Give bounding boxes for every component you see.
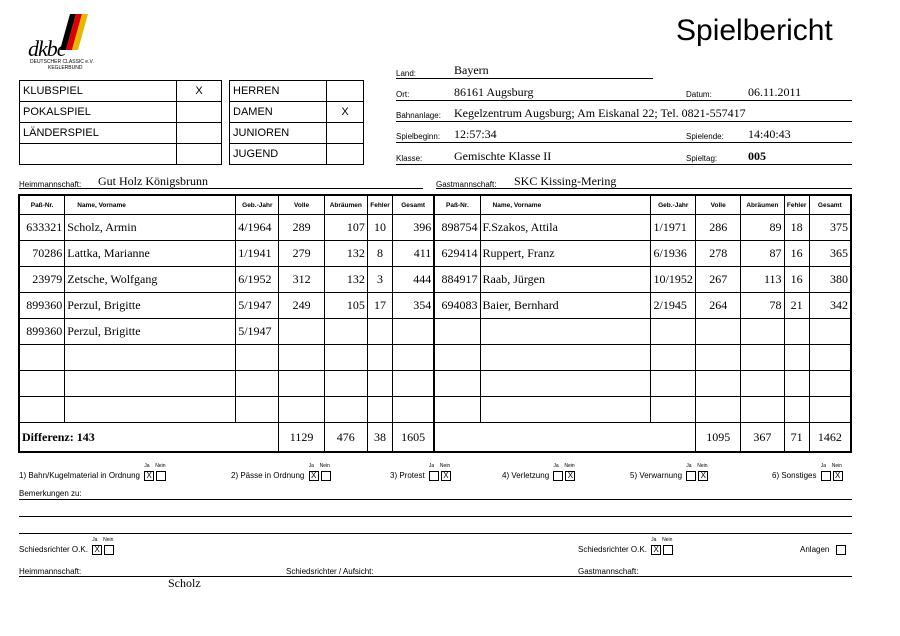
ja-label: Ja	[428, 463, 435, 470]
match-type-mark[interactable]	[327, 144, 364, 165]
attachments	[800, 545, 846, 555]
home-fehler-cell	[367, 397, 392, 423]
home-abr-cell: 107	[324, 215, 367, 241]
home-volle-cell	[279, 371, 324, 397]
ort-value: 86161 Augsburg	[454, 85, 534, 99]
guest-geb-cell	[651, 319, 696, 345]
col-header: Volle	[279, 195, 324, 215]
match-type-mark[interactable]	[177, 123, 222, 144]
guest-abr-cell: 113	[741, 267, 784, 293]
nein-label: Nein	[662, 537, 673, 544]
guest-volle-cell: 278	[696, 241, 741, 267]
col-header: Gesamt	[393, 195, 435, 215]
col-header: Geb.-Jahr	[651, 195, 696, 215]
home-volle-cell	[279, 319, 324, 345]
totals-row	[19, 423, 851, 453]
criterion-5	[630, 463, 708, 481]
nein-label: Nein	[831, 463, 842, 470]
home-abr-cell	[324, 397, 367, 423]
guest-abr-cell: 89	[741, 215, 784, 241]
home-geb-cell: 5/1947	[236, 319, 279, 345]
guest-geb-cell: 2/1945	[651, 293, 696, 319]
guest-fehler-cell: 16	[784, 267, 809, 293]
home-ges-cell: 444	[393, 267, 435, 293]
remarks-label: Bemerkungen zu:	[19, 489, 82, 498]
land-value: Bayern	[454, 63, 489, 77]
criterion-label: 4) Verletzung	[502, 471, 550, 481]
guest-geb-cell: 1/1971	[651, 215, 696, 241]
home-name-cell: Perzul, Brigitte	[65, 293, 236, 319]
remarks-line-3[interactable]	[19, 533, 852, 534]
home-total-abr: 476	[324, 423, 367, 453]
guest-geb-cell: 6/1936	[651, 241, 696, 267]
match-type-label: JUNIOREN	[230, 123, 327, 144]
criterion-label: 6) Sonstiges	[772, 471, 817, 481]
home-ges-cell	[393, 345, 435, 371]
home-abr-cell	[324, 371, 367, 397]
criterion-label: 1) Bahn/Kugelmaterial in Ordnung	[19, 471, 140, 481]
match-type-label: LÄNDERSPIEL	[20, 123, 177, 144]
guest-pass-cell: 884917	[434, 267, 480, 293]
home-fehler-cell: 17	[367, 293, 392, 319]
guest-total-volle: 1095	[696, 423, 741, 453]
criterion-6	[772, 463, 843, 481]
guest-fehler-cell: 16	[784, 241, 809, 267]
guest-name-cell	[480, 345, 651, 371]
home-ges-cell	[393, 397, 435, 423]
guest-total-fehler: 71	[784, 423, 809, 453]
home-abr-cell	[324, 345, 367, 371]
referee-ok-label: Schiedsrichter O.K.	[578, 545, 647, 555]
guest-name-cell: F.Szakos, Attila	[480, 215, 651, 241]
logo-line2: KEGLERBUND	[48, 65, 83, 71]
datum-label: Datum:	[686, 90, 712, 99]
criterion-label: 2) Pässe in Ordnung	[231, 471, 305, 481]
guest-name-cell	[480, 319, 651, 345]
guest-ges-cell: 365	[809, 241, 851, 267]
nein-checkbox[interactable]	[104, 545, 114, 555]
sig-home-label: Heimmannschaft:	[19, 567, 82, 576]
guest-pass-cell: 898754	[434, 215, 480, 241]
guest-geb-cell	[651, 397, 696, 423]
spieltag-label: Spieltag:	[686, 154, 718, 163]
ja-label: Ja	[308, 463, 314, 470]
home-total-fehler: 38	[367, 423, 392, 453]
home-volle-cell	[279, 397, 324, 423]
match-type-mark[interactable]	[177, 144, 222, 165]
guest-total-abr: 367	[741, 423, 784, 453]
match-type-mark[interactable]	[327, 123, 364, 144]
guest-volle-cell	[696, 319, 741, 345]
bahn-value: Kegelzentrum Augsburg; Am Eiskanal 22; Tel. 0821-557417	[454, 106, 746, 120]
col-header: Abräumen	[741, 195, 784, 215]
criterion-4	[502, 463, 575, 481]
ort-label: Ort:	[396, 90, 410, 99]
criterion-1	[19, 463, 166, 481]
home-pass-cell: 633321	[19, 215, 65, 241]
home-volle-cell	[279, 345, 324, 371]
attachments-checkbox[interactable]	[836, 545, 846, 555]
guest-team-value: SKC Kissing-Mering	[514, 174, 617, 188]
home-abr-cell	[324, 319, 367, 345]
col-header: Gesamt	[809, 195, 851, 215]
guest-geb-cell	[651, 371, 696, 397]
home-fehler-cell	[367, 345, 392, 371]
guest-pass-cell	[434, 319, 480, 345]
home-fehler-cell: 10	[367, 215, 392, 241]
guest-pass-cell	[434, 397, 480, 423]
home-volle-cell: 279	[279, 241, 324, 267]
guest-geb-cell: 10/1952	[651, 267, 696, 293]
page-title: Spielbericht	[676, 14, 833, 47]
col-header: Name, Vorname	[65, 195, 236, 215]
home-pass-cell	[19, 371, 65, 397]
home-name-cell	[65, 371, 236, 397]
home-name-cell: Scholz, Armin	[65, 215, 236, 241]
nein-label: Nein	[155, 463, 166, 470]
guest-abr-cell	[741, 319, 784, 345]
beginn-value: 12:57:34	[454, 127, 497, 141]
guest-abr-cell: 78	[741, 293, 784, 319]
col-header: Abräumen	[324, 195, 367, 215]
home-geb-cell: 5/1947	[236, 293, 279, 319]
home-abr-cell: 132	[324, 267, 367, 293]
ja-checkbox[interactable]: X	[92, 545, 102, 555]
guest-total-spacer	[434, 423, 695, 453]
home-team-label: Heimmannschaft:	[19, 180, 82, 189]
home-geb-cell: 6/1952	[236, 267, 279, 293]
ja-label: Ja	[553, 463, 559, 470]
guest-fehler-cell	[784, 319, 809, 345]
guest-pass-cell	[434, 345, 480, 371]
ja-label: Ja	[820, 463, 826, 470]
guest-volle-cell: 286	[696, 215, 741, 241]
col-header: Volle	[696, 195, 741, 215]
guest-name-cell: Baier, Bernhard	[480, 293, 651, 319]
ende-value: 14:40:43	[748, 127, 791, 141]
match-type-mark[interactable]: X	[327, 102, 364, 123]
match-type-table-left	[19, 80, 222, 165]
dkbc-logo	[22, 12, 117, 72]
nein-checkbox[interactable]: X	[698, 471, 708, 481]
col-header: Fehler	[367, 195, 392, 215]
home-ges-cell: 354	[393, 293, 435, 319]
ja-checkbox[interactable]: X	[651, 545, 661, 555]
guest-volle-cell: 264	[696, 293, 741, 319]
home-name-cell: Perzul, Brigitte	[65, 319, 236, 345]
logo-mark: dkbc	[28, 36, 66, 61]
remarks-line-2[interactable]	[19, 516, 852, 517]
guest-fehler-cell: 18	[784, 215, 809, 241]
guest-abr-cell	[741, 371, 784, 397]
score-table	[18, 194, 852, 453]
home-pass-cell: 70286	[19, 241, 65, 267]
referee-ok-left	[19, 537, 114, 555]
referee-ok-label: Schiedsrichter O.K.	[19, 545, 88, 555]
home-name-cell: Lattka, Marianne	[65, 241, 236, 267]
home-pass-cell: 899360	[19, 319, 65, 345]
home-name-cell	[65, 345, 236, 371]
match-type-label: KLUBSPIEL	[20, 81, 177, 102]
guest-fehler-cell	[784, 345, 809, 371]
guest-pass-cell: 629414	[434, 241, 480, 267]
criterion-label: 5) Verwarnung	[630, 471, 683, 481]
criterion-3	[390, 463, 451, 481]
guest-ges-cell	[809, 345, 851, 371]
ja-checkbox[interactable]	[821, 471, 831, 481]
ja-checkbox[interactable]: X	[309, 471, 319, 481]
home-ges-cell	[393, 371, 435, 397]
guest-ges-cell	[809, 371, 851, 397]
guest-abr-cell: 87	[741, 241, 784, 267]
home-geb-cell: 4/1964	[236, 215, 279, 241]
home-fehler-cell	[367, 371, 392, 397]
referee-ok-right	[578, 537, 673, 555]
home-abr-cell: 132	[324, 241, 367, 267]
home-abr-cell: 105	[324, 293, 367, 319]
ja-label: Ja	[651, 537, 657, 544]
home-ges-cell: 411	[393, 241, 435, 267]
guest-name-cell	[480, 371, 651, 397]
bahn-label: Bahnanlage:	[396, 111, 441, 120]
criterion-label: 3) Protest	[390, 471, 425, 481]
guest-volle-cell	[696, 371, 741, 397]
guest-pass-cell	[434, 371, 480, 397]
match-type-label	[20, 144, 177, 165]
col-header: Name, Vorname	[480, 195, 651, 215]
home-ges-cell	[393, 319, 435, 345]
home-team-value: Gut Holz Königsbrunn	[98, 174, 208, 188]
home-fehler-cell: 3	[367, 267, 392, 293]
home-pass-cell	[19, 397, 65, 423]
difference-label: Differenz: 143	[19, 423, 279, 453]
datum-value: 06.11.2011	[748, 85, 802, 99]
klasse-label: Klasse:	[396, 154, 423, 163]
table-row	[19, 345, 851, 371]
match-type-mark[interactable]: X	[177, 81, 222, 102]
ende-label: Spielende:	[686, 132, 724, 141]
guest-name-cell: Raab, Jürgen	[480, 267, 651, 293]
match-type-table-right	[229, 80, 364, 165]
nein-checkbox[interactable]: X	[565, 471, 575, 481]
nein-label: Nein	[439, 463, 451, 470]
nein-label: Nein	[319, 463, 330, 470]
nein-checkbox[interactable]: X	[441, 471, 451, 481]
sig-referee-label: Schiedsrichter / Aufsicht:	[286, 567, 374, 576]
ja-checkbox[interactable]: X	[144, 471, 154, 481]
home-pass-cell	[19, 345, 65, 371]
home-fehler-cell	[367, 319, 392, 345]
ja-checkbox[interactable]	[429, 471, 439, 481]
guest-ges-cell: 342	[809, 293, 851, 319]
home-name-cell: Zetsche, Wolfgang	[65, 267, 236, 293]
guest-abr-cell	[741, 397, 784, 423]
ja-checkbox[interactable]	[686, 471, 696, 481]
home-volle-cell: 289	[279, 215, 324, 241]
nein-checkbox[interactable]	[663, 545, 673, 555]
col-header: Paß-Nr.	[19, 195, 65, 215]
home-pass-cell: 899360	[19, 293, 65, 319]
attachments-label: Anlagen	[800, 545, 830, 555]
table-row	[19, 267, 851, 293]
nein-checkbox[interactable]: X	[833, 471, 843, 481]
guest-team-label: Gastmannschaft:	[436, 180, 497, 189]
guest-ges-cell	[809, 319, 851, 345]
guest-fehler-cell: 21	[784, 293, 809, 319]
col-header: Paß-Nr.	[434, 195, 480, 215]
guest-volle-cell: 267	[696, 267, 741, 293]
match-type-label: JUGEND	[230, 144, 327, 165]
guest-volle-cell	[696, 397, 741, 423]
home-volle-cell: 249	[279, 293, 324, 319]
spieltag-value: 005	[748, 149, 766, 163]
ja-label: Ja	[92, 537, 98, 544]
match-type-label: POKALSPIEL	[20, 102, 177, 123]
home-ges-cell: 396	[393, 215, 435, 241]
nein-checkbox[interactable]	[156, 471, 166, 481]
table-row	[19, 241, 851, 267]
table-row	[19, 371, 851, 397]
guest-geb-cell	[651, 345, 696, 371]
criterion-2	[231, 463, 331, 481]
table-header-row	[19, 195, 851, 215]
nein-checkbox[interactable]	[321, 471, 331, 481]
home-pass-cell: 23979	[19, 267, 65, 293]
guest-volle-cell	[696, 345, 741, 371]
home-fehler-cell: 8	[367, 241, 392, 267]
table-row	[19, 293, 851, 319]
col-header: Geb.-Jahr	[236, 195, 279, 215]
guest-name-cell	[480, 397, 651, 423]
home-total-gesamt: 1605	[393, 423, 435, 453]
guest-ges-cell: 375	[809, 215, 851, 241]
nein-label: Nein	[697, 463, 708, 470]
guest-pass-cell: 694083	[434, 293, 480, 319]
home-geb-cell	[236, 397, 279, 423]
home-total-volle: 1129	[279, 423, 324, 453]
match-type-label: HERREN	[230, 81, 327, 102]
home-name-cell	[65, 397, 236, 423]
guest-total-gesamt: 1462	[809, 423, 851, 453]
land-label: Land:	[396, 69, 417, 78]
ja-label: Ja	[144, 463, 150, 470]
sig-guest-label: Gastmannschaft:	[578, 567, 639, 576]
klasse-value: Gemischte Klasse II	[454, 149, 552, 163]
home-signature: Scholz	[168, 576, 201, 590]
guest-ges-cell	[809, 397, 851, 423]
home-geb-cell: 1/1941	[236, 241, 279, 267]
remarks-line-1[interactable]	[19, 499, 852, 500]
table-row	[19, 397, 851, 423]
nein-label: Nein	[103, 537, 114, 544]
logo-line1: DEUTSCHER CLASSIC e.V.	[30, 59, 94, 65]
guest-abr-cell	[741, 345, 784, 371]
guest-name-cell: Ruppert, Franz	[480, 241, 651, 267]
guest-fehler-cell	[784, 371, 809, 397]
guest-ges-cell: 380	[809, 267, 851, 293]
home-geb-cell	[236, 345, 279, 371]
table-row	[19, 215, 851, 241]
match-type-mark[interactable]	[327, 81, 364, 102]
col-header: Fehler	[784, 195, 809, 215]
match-type-label: DAMEN	[230, 102, 327, 123]
ja-checkbox[interactable]	[553, 471, 563, 481]
home-geb-cell	[236, 371, 279, 397]
ja-label: Ja	[686, 463, 692, 470]
match-type-mark[interactable]	[177, 102, 222, 123]
beginn-label: Spielbeginn:	[396, 132, 441, 141]
guest-fehler-cell	[784, 397, 809, 423]
table-row	[19, 319, 851, 345]
home-volle-cell: 312	[279, 267, 324, 293]
nein-label: Nein	[564, 463, 575, 470]
